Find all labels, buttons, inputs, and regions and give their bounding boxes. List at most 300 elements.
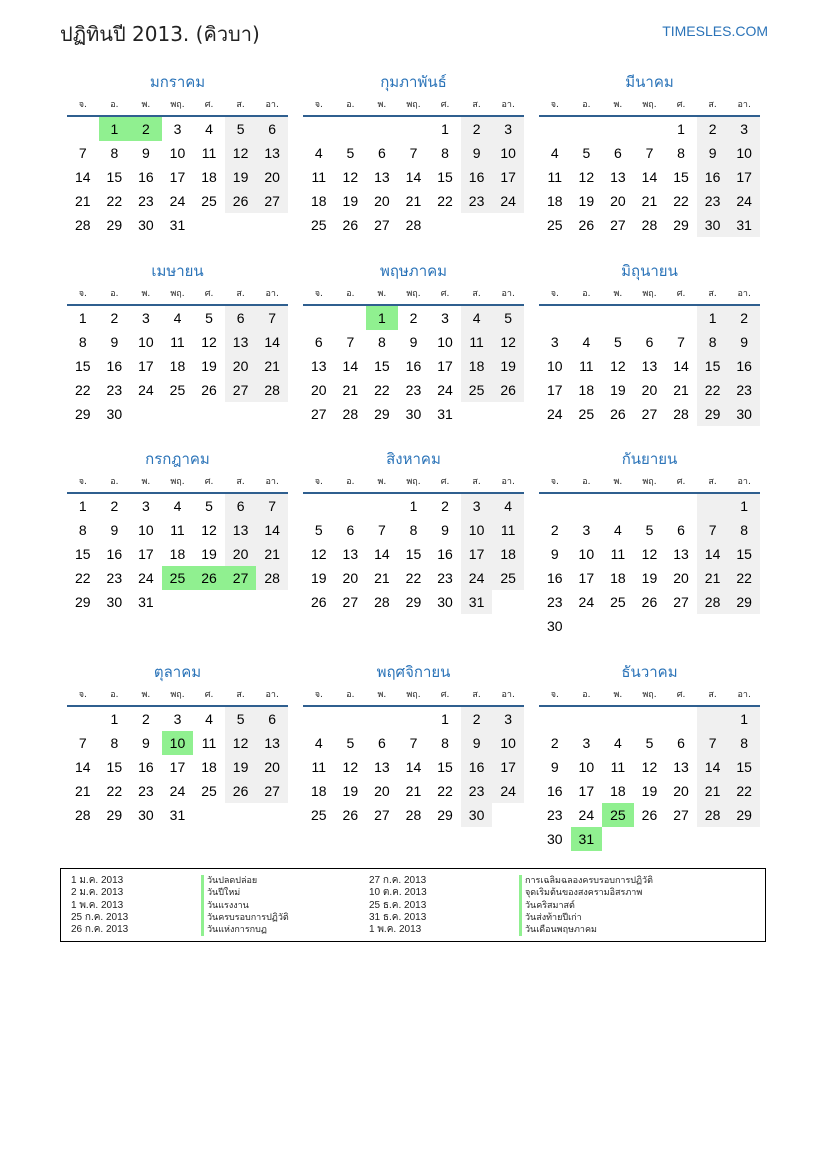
weekday-label: ศ. — [204, 690, 214, 700]
day-cell: 15 — [673, 169, 689, 185]
week-row — [539, 402, 760, 426]
day-cell: 11 — [492, 518, 524, 542]
weekday-label: พฤ. — [642, 289, 657, 299]
weekday-label: จ. — [550, 477, 559, 487]
day-cell: 10 — [461, 518, 493, 542]
month-name: ตุลาคม — [153, 663, 202, 681]
month-weeks — [67, 494, 288, 614]
day-cell: 7 — [697, 518, 729, 542]
week-row — [303, 141, 524, 165]
empty-cell — [366, 707, 398, 731]
week-row — [67, 707, 288, 731]
day-cell: 22 — [106, 193, 123, 209]
empty-cell — [256, 590, 288, 614]
weekday-label: ศ. — [440, 477, 450, 487]
day-cell: 10 — [138, 522, 154, 538]
day-cell: 6 — [645, 334, 654, 350]
empty-cell — [492, 590, 524, 614]
day-cell: 11 — [547, 169, 563, 185]
empty-cell — [303, 306, 335, 330]
legend-date: 10 ต.ค. 2013 — [369, 887, 427, 899]
day-cell: 3 — [728, 117, 760, 141]
day-cell: 25 — [610, 594, 626, 610]
day-cell: 2 — [409, 310, 418, 326]
empty-cell — [398, 707, 430, 731]
week-row — [303, 803, 524, 827]
day-cell: 27 — [641, 406, 658, 422]
month-name: พฤษภาคม — [379, 262, 448, 280]
weekday-header — [539, 98, 760, 117]
day-cell: 13 — [225, 518, 257, 542]
week-row — [303, 117, 524, 141]
day-cell: 27 — [374, 807, 390, 823]
empty-cell — [67, 707, 99, 731]
weekday-label: จ. — [78, 690, 87, 700]
week-row — [67, 117, 288, 141]
day-cell: 4 — [173, 498, 182, 514]
empty-cell — [602, 117, 634, 141]
weekday-header — [67, 287, 288, 306]
day-cell: 13 — [256, 731, 288, 755]
day-cell: 30 — [106, 594, 123, 610]
legend-holiday-name: วันปลดปล่อย — [201, 875, 369, 887]
day-cell: 6 — [677, 735, 685, 751]
weekday-label: ศ. — [204, 477, 214, 487]
day-cell: 20 — [225, 542, 257, 566]
day-cell: 24 — [728, 189, 760, 213]
day-cell: 22 — [74, 570, 91, 586]
weekday-label: อา. — [737, 690, 751, 700]
weekday-label: ส. — [708, 690, 717, 700]
day-cell: 11 — [170, 522, 185, 538]
day-cell: 18 — [546, 193, 563, 209]
empty-cell — [571, 117, 603, 141]
month-name: กันยายน — [621, 450, 678, 468]
day-cell: 18 — [578, 382, 595, 398]
day-cell: 4 — [314, 145, 323, 161]
weekday-label: อ. — [582, 690, 591, 700]
day-cell: 26 — [578, 217, 595, 233]
day-cell: 28 — [673, 406, 689, 422]
day-cell: 7 — [378, 522, 386, 538]
week-row — [539, 614, 760, 638]
empty-cell — [539, 494, 571, 518]
week-row — [67, 330, 288, 354]
day-cell: 27 — [610, 217, 626, 233]
day-cell: 17 — [492, 755, 524, 779]
day-cell: 4 — [314, 735, 323, 751]
weekday-label: อา. — [265, 289, 279, 299]
day-cell: 30 — [405, 406, 422, 422]
day-cell: 23 — [138, 193, 154, 209]
week-row — [539, 542, 760, 566]
weekday-label: ศ. — [676, 289, 686, 299]
weekday-label: อา. — [501, 289, 515, 299]
weekday-label: อา. — [265, 100, 279, 110]
month-name: กรกฎาคม — [145, 450, 210, 468]
day-cell: 9 — [110, 334, 119, 350]
day-cell: 22 — [374, 382, 390, 398]
day-cell: 1 — [441, 121, 449, 137]
day-cell: 14 — [405, 759, 422, 775]
legend-date: 2 ม.ค. 2013 — [71, 887, 124, 899]
week-row — [67, 566, 288, 590]
legend-holiday-name: วันแรงงาน — [201, 900, 369, 912]
empty-cell — [539, 707, 571, 731]
day-cell: 8 — [378, 334, 386, 350]
day-cell: 23 — [106, 570, 123, 586]
day-cell: 3 — [582, 735, 591, 751]
day-cell: 6 — [225, 306, 257, 330]
day-cell: 2 — [130, 117, 162, 141]
day-cell: 29 — [405, 594, 422, 610]
weekday-label: จ. — [314, 477, 323, 487]
day-cell: 30 — [461, 803, 493, 827]
day-cell: 10 — [162, 731, 194, 755]
day-cell: 24 — [492, 189, 524, 213]
empty-cell — [335, 306, 367, 330]
month-name: ธันวาคม — [621, 663, 678, 681]
weekday-label: อา. — [737, 100, 751, 110]
day-cell: 11 — [201, 735, 217, 751]
day-cell: 25 — [578, 406, 595, 422]
day-cell: 17 — [492, 165, 524, 189]
weekday-label: พฤ. — [642, 690, 657, 700]
day-cell: 9 — [697, 141, 729, 165]
month-block — [67, 72, 288, 237]
empty-cell — [303, 117, 335, 141]
empty-cell — [492, 402, 524, 426]
day-cell: 18 — [310, 193, 327, 209]
week-row — [539, 707, 760, 731]
day-cell: 11 — [311, 759, 327, 775]
day-cell: 17 — [578, 570, 595, 586]
week-row — [67, 354, 288, 378]
legend-holiday-name: วันเดือนพฤษภาคม — [519, 924, 759, 936]
day-cell: 19 — [641, 783, 658, 799]
day-cell: 24 — [578, 594, 595, 610]
day-cell: 28 — [74, 807, 91, 823]
week-row — [539, 590, 760, 614]
weekday-label: อ. — [110, 690, 119, 700]
weekday-label: อ. — [346, 477, 355, 487]
day-cell: 30 — [728, 402, 760, 426]
day-cell: 27 — [310, 406, 327, 422]
day-cell: 21 — [256, 354, 288, 378]
week-row — [539, 518, 760, 542]
legend-date: 1 พ.ค. 2013 — [71, 899, 124, 911]
day-cell: 15 — [74, 546, 91, 562]
day-cell: 18 — [610, 783, 626, 799]
weekday-label: ส. — [472, 690, 481, 700]
day-cell: 23 — [546, 594, 563, 610]
weekday-label: ส. — [236, 690, 245, 700]
day-cell: 14 — [342, 358, 359, 374]
day-cell: 2 — [441, 498, 449, 514]
day-cell: 9 — [441, 522, 449, 538]
day-cell: 1 — [78, 498, 87, 514]
day-cell: 2 — [461, 117, 493, 141]
month-weeks — [303, 494, 524, 614]
day-cell: 11 — [201, 145, 217, 161]
month-block — [67, 449, 288, 614]
week-row — [539, 213, 760, 237]
empty-cell — [461, 213, 493, 237]
day-cell: 23 — [437, 570, 453, 586]
day-cell: 30 — [697, 213, 729, 237]
week-row — [303, 330, 524, 354]
day-cell: 29 — [728, 590, 760, 614]
legend-holiday-name: การเฉลิมฉลองครบรอบการปฏิวัติ — [519, 875, 759, 887]
day-cell: 24 — [492, 779, 524, 803]
day-cell: 7 — [677, 334, 685, 350]
day-cell: 15 — [74, 358, 91, 374]
day-cell: 30 — [546, 831, 563, 847]
day-cell: 19 — [225, 165, 257, 189]
day-cell: 3 — [492, 117, 524, 141]
day-cell: 18 — [310, 783, 327, 799]
day-cell: 1 — [677, 121, 685, 137]
day-cell: 6 — [314, 334, 323, 350]
day-cell: 25 — [492, 566, 524, 590]
month-block — [303, 662, 524, 827]
weekday-header — [303, 688, 524, 707]
day-cell: 10 — [492, 731, 524, 755]
day-cell: 21 — [74, 193, 91, 209]
day-cell: 16 — [437, 546, 453, 562]
day-cell: 28 — [405, 807, 422, 823]
day-cell: 28 — [256, 566, 288, 590]
day-cell: 7 — [256, 494, 288, 518]
month-name: เมษายน — [151, 262, 204, 280]
day-cell: 3 — [142, 498, 150, 514]
day-cell: 28 — [697, 590, 729, 614]
day-cell: 26 — [342, 807, 359, 823]
day-cell: 1 — [110, 711, 119, 727]
month-block — [539, 449, 760, 638]
week-row — [67, 779, 288, 803]
weekday-label: ศ. — [204, 100, 214, 110]
day-cell: 26 — [193, 566, 225, 590]
day-cell: 1 — [697, 306, 729, 330]
day-cell: 29 — [437, 807, 453, 823]
day-cell: 28 — [342, 406, 359, 422]
day-cell: 25 — [201, 193, 217, 209]
day-cell: 11 — [610, 546, 626, 562]
weekday-label: พฤ. — [170, 100, 185, 110]
weekday-label: ศ. — [440, 289, 450, 299]
day-cell: 17 — [169, 759, 186, 775]
day-cell: 29 — [106, 217, 123, 233]
day-cell: 23 — [461, 189, 493, 213]
day-cell: 19 — [610, 382, 626, 398]
day-cell: 27 — [256, 779, 288, 803]
day-cell: 25 — [602, 803, 634, 827]
empty-cell — [728, 827, 760, 851]
day-cell: 25 — [162, 566, 194, 590]
week-row — [67, 542, 288, 566]
day-cell: 17 — [461, 542, 493, 566]
day-cell: 12 — [342, 169, 359, 185]
month-name: กุมภาพันธ์ — [380, 73, 447, 91]
day-cell: 5 — [346, 145, 355, 161]
day-cell: 3 — [142, 310, 150, 326]
day-cell: 13 — [641, 358, 658, 374]
weekday-label: อ. — [582, 100, 591, 110]
day-cell: 21 — [74, 783, 91, 799]
legend-holiday-name: จุดเริ่มต้นของสงครามอิสรภาพ — [519, 887, 759, 899]
legend-date: 25 ธ.ค. 2013 — [369, 899, 427, 911]
legend-names-right — [519, 875, 759, 936]
day-cell: 27 — [673, 594, 689, 610]
empty-cell — [366, 494, 398, 518]
day-cell: 24 — [138, 570, 154, 586]
day-cell: 12 — [310, 546, 327, 562]
weekday-label: อ. — [346, 690, 355, 700]
day-cell: 1 — [728, 707, 760, 731]
day-cell: 29 — [106, 807, 123, 823]
week-row — [67, 378, 288, 402]
day-cell: 14 — [256, 330, 288, 354]
day-cell: 19 — [310, 570, 327, 586]
day-cell: 14 — [697, 542, 729, 566]
legend-date: 27 ก.ค. 2013 — [369, 875, 427, 886]
day-cell: 11 — [579, 358, 594, 374]
weekday-label: ส. — [472, 289, 481, 299]
empty-cell — [429, 213, 461, 237]
week-row — [67, 494, 288, 518]
day-cell: 23 — [461, 779, 493, 803]
day-cell: 24 — [169, 783, 186, 799]
day-cell: 31 — [169, 217, 186, 233]
day-cell: 25 — [169, 382, 186, 398]
empty-cell — [602, 494, 634, 518]
day-cell: 6 — [346, 522, 355, 538]
empty-cell — [602, 707, 634, 731]
day-cell: 13 — [374, 169, 390, 185]
empty-cell — [162, 590, 194, 614]
day-cell: 16 — [138, 169, 154, 185]
empty-cell — [602, 306, 634, 330]
day-cell: 4 — [173, 310, 182, 326]
day-cell: 30 — [138, 217, 154, 233]
weekday-label: ศ. — [440, 690, 450, 700]
day-cell: 20 — [673, 783, 689, 799]
weekday-label: พ. — [613, 289, 623, 299]
weekday-header — [67, 475, 288, 494]
empty-cell — [634, 117, 666, 141]
weekday-label: จ. — [314, 690, 323, 700]
week-row — [539, 803, 760, 827]
day-cell: 8 — [409, 522, 418, 538]
week-row — [67, 141, 288, 165]
day-cell: 10 — [578, 546, 595, 562]
day-cell: 12 — [578, 169, 595, 185]
weekday-label: จ. — [550, 100, 559, 110]
day-cell: 9 — [550, 546, 559, 562]
empty-cell — [665, 707, 697, 731]
day-cell: 17 — [578, 783, 595, 799]
weekday-label: ส. — [236, 100, 245, 110]
day-cell: 22 — [74, 382, 91, 398]
week-row — [67, 518, 288, 542]
empty-cell — [193, 590, 225, 614]
legend-date: 25 ก.ค. 2013 — [71, 911, 129, 923]
weekday-label: ศ. — [204, 289, 214, 299]
day-cell: 26 — [225, 779, 257, 803]
day-cell: 8 — [697, 330, 729, 354]
weekday-label: พฤ. — [406, 289, 421, 299]
day-cell: 7 — [697, 731, 729, 755]
week-row — [303, 518, 524, 542]
week-row — [539, 494, 760, 518]
site-link[interactable]: TIMESLES.COM — [662, 23, 768, 39]
day-cell: 25 — [546, 217, 563, 233]
empty-cell — [665, 827, 697, 851]
day-cell: 14 — [697, 755, 729, 779]
month-weeks — [539, 707, 760, 851]
week-row — [303, 707, 524, 731]
empty-cell — [539, 306, 571, 330]
day-cell: 1 — [441, 711, 449, 727]
week-row — [303, 402, 524, 426]
day-cell: 20 — [225, 354, 257, 378]
day-cell: 12 — [641, 546, 658, 562]
day-cell: 21 — [405, 193, 422, 209]
weekday-label: ส. — [708, 477, 717, 487]
week-row — [539, 566, 760, 590]
day-cell: 2 — [697, 117, 729, 141]
day-cell: 13 — [610, 169, 626, 185]
day-cell: 24 — [138, 382, 154, 398]
day-cell: 5 — [346, 735, 355, 751]
day-cell: 7 — [645, 145, 654, 161]
day-cell: 4 — [550, 145, 559, 161]
day-cell: 19 — [342, 193, 359, 209]
day-cell: 9 — [728, 330, 760, 354]
week-row — [539, 827, 760, 851]
legend-holiday-name: วันแห่งการกบฏ — [201, 924, 369, 936]
day-cell: 5 — [582, 145, 591, 161]
day-cell: 1 — [409, 498, 418, 514]
weekday-label: จ. — [550, 690, 559, 700]
day-cell: 3 — [550, 334, 559, 350]
day-cell: 20 — [342, 570, 359, 586]
empty-cell — [193, 213, 225, 237]
empty-cell — [193, 803, 225, 827]
day-cell: 6 — [614, 145, 622, 161]
day-cell: 13 — [673, 759, 689, 775]
day-cell: 18 — [169, 546, 186, 562]
day-cell: 29 — [74, 406, 91, 422]
week-row — [539, 306, 760, 330]
day-cell: 1 — [366, 306, 398, 330]
day-cell: 19 — [641, 570, 658, 586]
empty-cell — [67, 117, 99, 141]
day-cell: 5 — [614, 334, 622, 350]
day-cell: 31 — [138, 594, 154, 610]
weekday-label: พฤ. — [170, 690, 185, 700]
empty-cell — [697, 827, 729, 851]
day-cell: 10 — [492, 141, 524, 165]
day-cell: 20 — [374, 783, 390, 799]
day-cell: 20 — [673, 570, 689, 586]
day-cell: 11 — [461, 330, 493, 354]
weekday-label: ส. — [472, 100, 481, 110]
weekday-label: อา. — [501, 477, 515, 487]
day-cell: 17 — [169, 169, 186, 185]
day-cell: 6 — [225, 494, 257, 518]
